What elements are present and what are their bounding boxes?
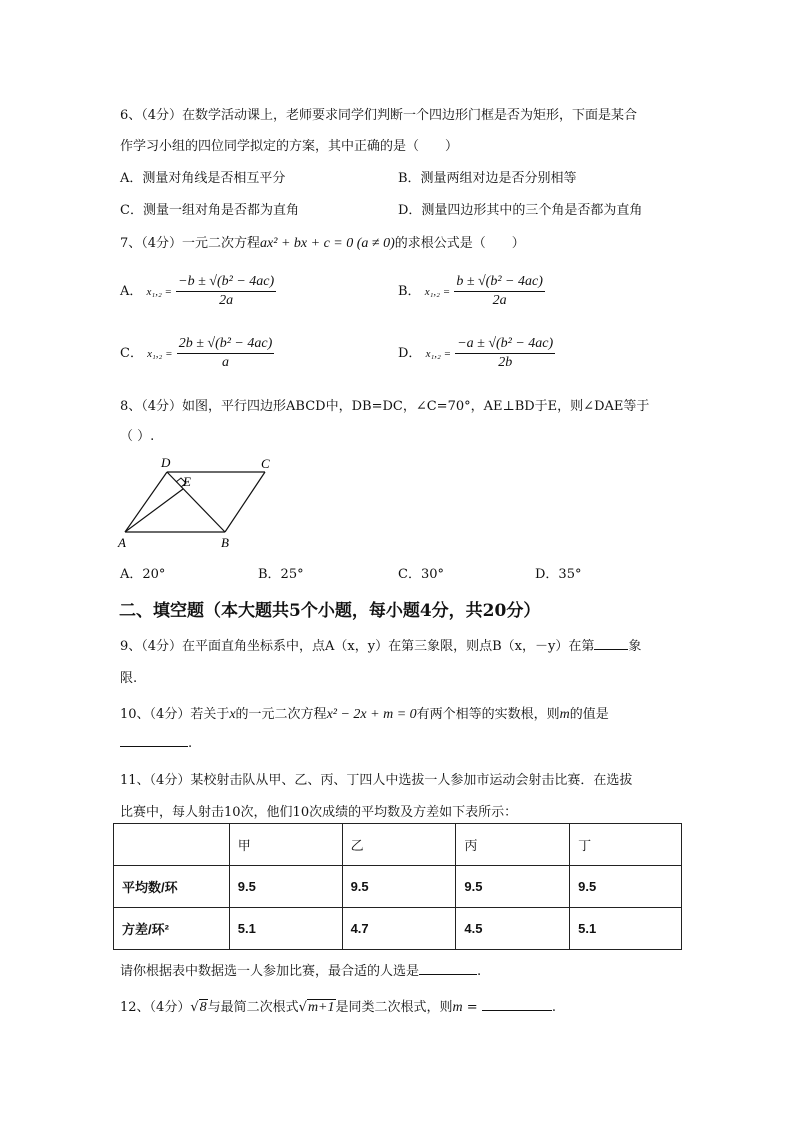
q11-after-post: . [477,964,482,979]
q7-equation: ax² + bx + c = 0 (a ≠ 0) [260,236,395,251]
label-e: E [183,474,191,489]
q10-equation: x² − 2x + m = 0 [326,707,417,722]
q9-line1-post: 象 [628,639,642,654]
q7-option-d-lhs: x₁,₂ = [425,348,452,360]
table-header-cell: 丙 [456,824,570,866]
q12-pre: 12、（4分） [120,1000,191,1015]
segment-ae [125,489,183,532]
q8-option-b: B．25° [258,567,304,582]
q7-option-b [398,274,545,309]
q10-line2-end: . [188,736,193,751]
q7-option-c-fraction [177,336,275,371]
q12-mid: 与最简二次根式 [207,1000,299,1015]
q12-end: . [551,1000,556,1015]
q10-mid: 的一元二次方程 [235,707,327,722]
q10-line2 [120,736,192,751]
q7-option-b-lhs: x₁,₂ = [424,286,451,298]
q7-option-d-fraction [455,336,555,371]
q8-option-c: C．30° [398,567,444,582]
q7-option-a-numerator: −b ± √(b² − 4ac) [176,274,276,292]
table-header-cell: 甲 [229,824,342,866]
q12-line [120,996,556,1016]
table-header-cell: 丁 [570,824,682,866]
q7-option-c-numerator: 2b ± √(b² − 4ac) [177,336,275,354]
table-header-row [114,824,682,866]
q10-var-x: x [229,707,236,722]
edge-bc [225,472,265,532]
q10-end: 的值是 [569,707,609,722]
q12-radicand-2: m+1 [307,1000,335,1015]
parallelogram-figure [115,452,285,552]
q9-answer-blank[interactable] [594,649,628,650]
diagonal-db [167,472,225,532]
q7-option-d-label: D． [398,346,422,361]
q11-answer-blank[interactable] [419,974,477,975]
q8-stem-line1: 8、（4分）如图，平行四边形ABCD中，DB=DC，∠C=70°，AE⊥BD于E，则∠DAE等于 [120,399,650,414]
table-header-cell [114,824,230,866]
sqrt-icon: √ [190,1000,199,1015]
q11-after-table [120,960,481,979]
q8-stem-line2: （ ）. [120,429,155,444]
label-c: C [261,456,270,471]
table-row [114,866,682,908]
table-cell: 4.5 [456,908,570,950]
q9-line2: 限. [120,671,138,686]
q7-option-b-label: B． [398,284,421,299]
q9-line1-pre: 9、（4分）在平面直角坐标系中，点A（x，y）在第三象限，则点B（x，－y）在第 [120,639,595,654]
q6-option-d: D．测量四边形其中的三个角是否都为直角 [398,203,643,218]
table-cell: 方差/环² [114,908,230,950]
q7-option-a-fraction [176,274,276,309]
q10-answer-blank[interactable] [120,746,188,747]
q12-var-m: m [452,1000,463,1015]
q6-stem-line2: 作学习小组的四位同学拟定的方案，其中正确的是（ ） [120,139,459,154]
q7-option-a-lhs: x₁,₂ = [146,286,172,298]
q12-eq: = [462,1000,482,1015]
q11-line2: 比赛中，每人射击10次，他们10次成绩的平均数及方差如下表所示： [120,805,518,820]
table-cell: 4.7 [342,908,456,950]
q7-option-c [120,336,274,371]
q11-after-pre: 请你根据表中数据选一人参加比赛，最合适的人选是 [120,964,420,979]
q6-option-c: C．测量一组对角是否都为直角 [120,203,299,218]
stats-table [113,823,682,950]
edge-da [125,472,167,532]
q12-radicand-1: 8 [199,1000,207,1015]
q6-stem-line1: 6、（4分）在数学活动课上，老师要求同学们判断一个四边形门框是否为矩形，下面是某合 [120,108,638,123]
q7-option-d-denominator: 2b [498,355,513,370]
q7-stem-post: 的求根公式是（ ） [394,236,525,251]
label-a: A [118,535,126,550]
label-d: D [161,455,171,470]
section-2-title: 二、填空题（本大题共5个小题，每小题4分，共20分） [119,601,541,621]
q10-pre: 10、（4分）若关于 [120,707,230,722]
q7-option-a-label: A． [120,284,143,299]
q12-post: 是同类二次根式，则 [335,1000,453,1015]
table-row [114,908,682,950]
table-header-cell: 乙 [342,824,456,866]
q7-stem [120,232,525,252]
q7-option-d-numerator: −a ± √(b² − 4ac) [455,336,555,354]
q7-option-c-denominator: a [221,355,229,370]
q7-option-b-fraction [454,274,545,309]
table-cell: 9.5 [342,866,456,908]
q6-option-a: A．测量对角线是否相互平分 [120,171,286,186]
table-cell: 平均数/环 [114,866,230,908]
table-cell: 9.5 [570,866,682,908]
q10-var-m: m [559,707,570,722]
q7-stem-pre: 7、（4分）一元二次方程 [120,236,261,251]
q8-option-a: A．20° [120,567,166,582]
q7-option-d [398,336,555,371]
q10-post: 有两个相等的实数根，则 [416,707,560,722]
q12-answer-blank[interactable] [482,1010,552,1011]
label-b: B [221,535,229,550]
q7-option-c-label: C． [120,346,143,361]
q7-option-b-numerator: b ± √(b² − 4ac) [454,274,545,292]
q10-line1 [120,703,609,723]
table-cell: 9.5 [229,866,342,908]
q7-option-b-denominator: 2a [492,293,507,308]
table-cell: 5.1 [229,908,342,950]
table-cell: 9.5 [456,866,570,908]
q7-option-c-lhs: x₁,₂ = [147,348,173,360]
q11-line1: 11、（4分）某校射击队从甲、乙、丙、丁四人中选拔一人参加市运动会射击比赛．在选拔 [120,773,633,788]
q7-option-a-denominator: 2a [219,293,234,308]
sqrt-icon: √ [298,1000,307,1015]
table-cell: 5.1 [570,908,682,950]
q6-option-b: B．测量两组对边是否分别相等 [398,171,577,186]
q8-option-d: D．35° [535,567,582,582]
q9-line1 [120,635,641,654]
q7-option-a [120,274,276,309]
